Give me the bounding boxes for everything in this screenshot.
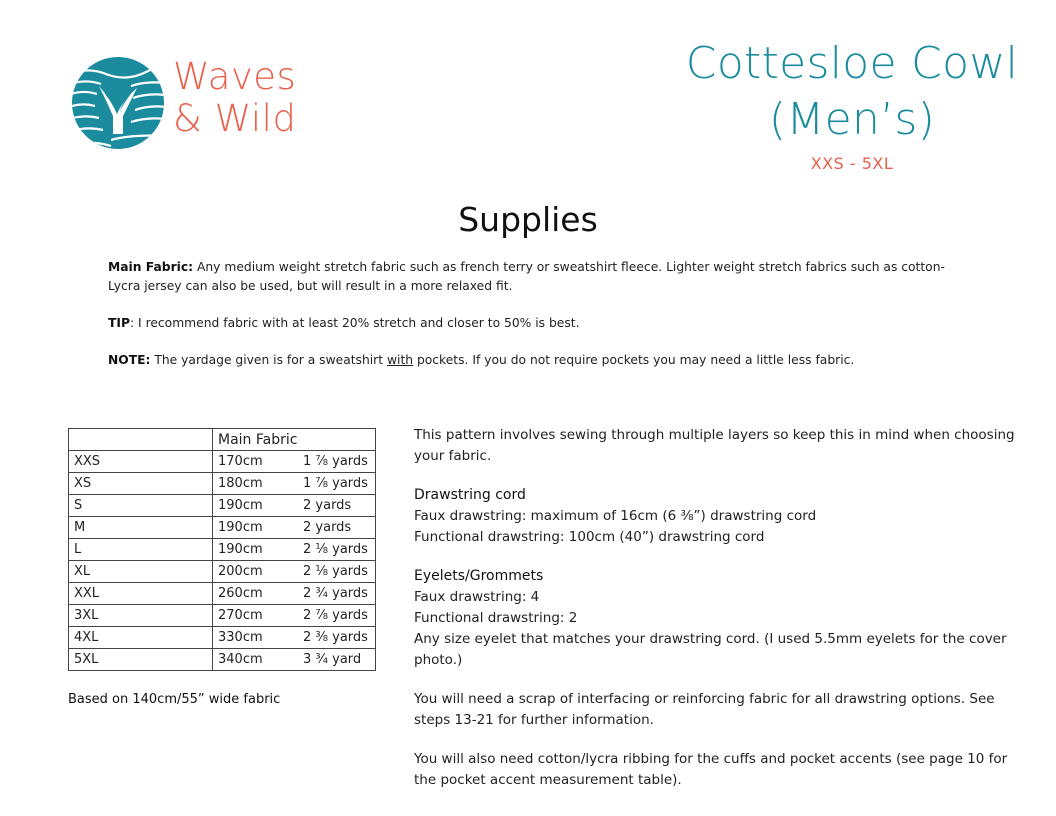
note-underlined-word: with [386, 353, 414, 367]
table-header-main-fabric: Main Fabric [213, 429, 376, 451]
drawstring-block [414, 485, 1024, 548]
yards-cell: 1 ⅞ yards [298, 473, 376, 495]
supplies-details [414, 425, 1024, 809]
cm-cell: 170cm [213, 451, 299, 473]
brand-logo [71, 56, 311, 148]
tip-label: TIP [108, 316, 130, 330]
table-row [69, 561, 376, 583]
note-paragraph [108, 351, 948, 370]
eyelets-size-note: Any size eyelet that matches your drawstring cord. (I used 5.5mm eyelets for the cover photo.) [414, 631, 1007, 668]
brand-name-line-1: Waves [173, 55, 297, 98]
cm-cell: 340cm [213, 649, 299, 671]
note-label: NOTE: [108, 353, 151, 367]
main-fabric-paragraph [108, 258, 948, 296]
pattern-title-block [650, 36, 1054, 173]
tip-paragraph [108, 314, 948, 333]
eyelets-functional: Functional drawstring: 2 [414, 610, 578, 626]
brand-name-line-2: & Wild [173, 97, 297, 140]
yards-cell: 2 yards [298, 495, 376, 517]
note-text-1: The yardage given is for a sweatshirt [150, 353, 387, 367]
eyelets-block [414, 566, 1024, 671]
size-range: XXS - 5XL [810, 154, 894, 173]
details-intro: This pattern involves sewing through multiple layers so keep this in mind when choosing your fabric. [414, 427, 1015, 464]
table-header-size [69, 429, 213, 451]
yards-cell: 2 yards [298, 517, 376, 539]
cm-cell: 190cm [213, 495, 299, 517]
size-cell: XS [69, 473, 213, 495]
brand-name [173, 56, 296, 140]
whale-tail-wave-icon [71, 56, 165, 150]
size-cell: 3XL [69, 605, 213, 627]
pattern-title [650, 36, 1054, 148]
table-row [69, 605, 376, 627]
table-row [69, 627, 376, 649]
pattern-title-line-2: (Men’s) [768, 94, 936, 145]
table-row [69, 473, 376, 495]
table-row [69, 451, 376, 473]
size-cell: XXS [69, 451, 213, 473]
yards-cell: 2 ⅛ yards [298, 561, 376, 583]
yards-cell: 2 ⅞ yards [298, 605, 376, 627]
ribbing-note: You will also need cotton/lycra ribbing for the cuffs and pocket accents (see page 10 for the pocket accent measurement table). [414, 751, 1008, 788]
yards-cell: 2 ⅛ yards [298, 539, 376, 561]
eyelets-heading: Eyelets/Grommets [414, 568, 544, 584]
cm-cell: 260cm [213, 583, 299, 605]
table-row [69, 517, 376, 539]
yards-cell: 2 ⅜ yards [298, 627, 376, 649]
yards-cell: 3 ¾ yard [298, 649, 376, 671]
cm-cell: 190cm [213, 517, 299, 539]
drawstring-faux: Faux drawstring: maximum of 16cm (6 ⅜”) drawstring cord [414, 508, 817, 524]
drawstring-heading: Drawstring cord [414, 487, 526, 503]
size-cell: XL [69, 561, 213, 583]
interfacing-note: You will need a scrap of interfacing or reinforcing fabric for all drawstring options. See steps 13-21 for further information. [414, 691, 995, 728]
size-cell: 5XL [69, 649, 213, 671]
section-heading: Supplies [458, 200, 598, 239]
cm-cell: 330cm [213, 627, 299, 649]
table-row [69, 539, 376, 561]
size-cell: XXL [69, 583, 213, 605]
table-row [69, 495, 376, 517]
drawstring-functional: Functional drawstring: 100cm (40”) drawstring cord [414, 529, 765, 545]
yards-cell: 1 ⅞ yards [298, 451, 376, 473]
cm-cell: 190cm [213, 539, 299, 561]
note-text-2: pockets. If you do not require pockets you may need a little less fabric. [413, 353, 855, 367]
yards-cell: 2 ¾ yards [298, 583, 376, 605]
main-fabric-text: Any medium weight stretch fabric such as french terry or sweatshirt fleece. Lighter weight stretch fabrics such as cotton-Lycra jersey can also be used, but will result in a more relaxed fit. [108, 260, 945, 293]
size-cell: M [69, 517, 213, 539]
main-fabric-label: Main Fabric: [108, 260, 194, 274]
cm-cell: 270cm [213, 605, 299, 627]
table-header-row [69, 429, 376, 451]
size-cell: S [69, 495, 213, 517]
cm-cell: 180cm [213, 473, 299, 495]
cm-cell: 200cm [213, 561, 299, 583]
table-row [69, 583, 376, 605]
pattern-title-line-1: Cottesloe Cowl [685, 38, 1019, 89]
size-cell: L [69, 539, 213, 561]
size-cell: 4XL [69, 627, 213, 649]
fabric-requirements-table [68, 428, 376, 671]
intro-text [108, 258, 948, 388]
tip-text: : I recommend fabric with at least 20% stretch and closer to 50% is best. [129, 316, 580, 330]
table-row [69, 649, 376, 671]
table-body [69, 451, 376, 671]
eyelets-faux: Faux drawstring: 4 [414, 589, 540, 605]
fabric-width-note: Based on 140cm/55” wide fabric [68, 692, 281, 707]
